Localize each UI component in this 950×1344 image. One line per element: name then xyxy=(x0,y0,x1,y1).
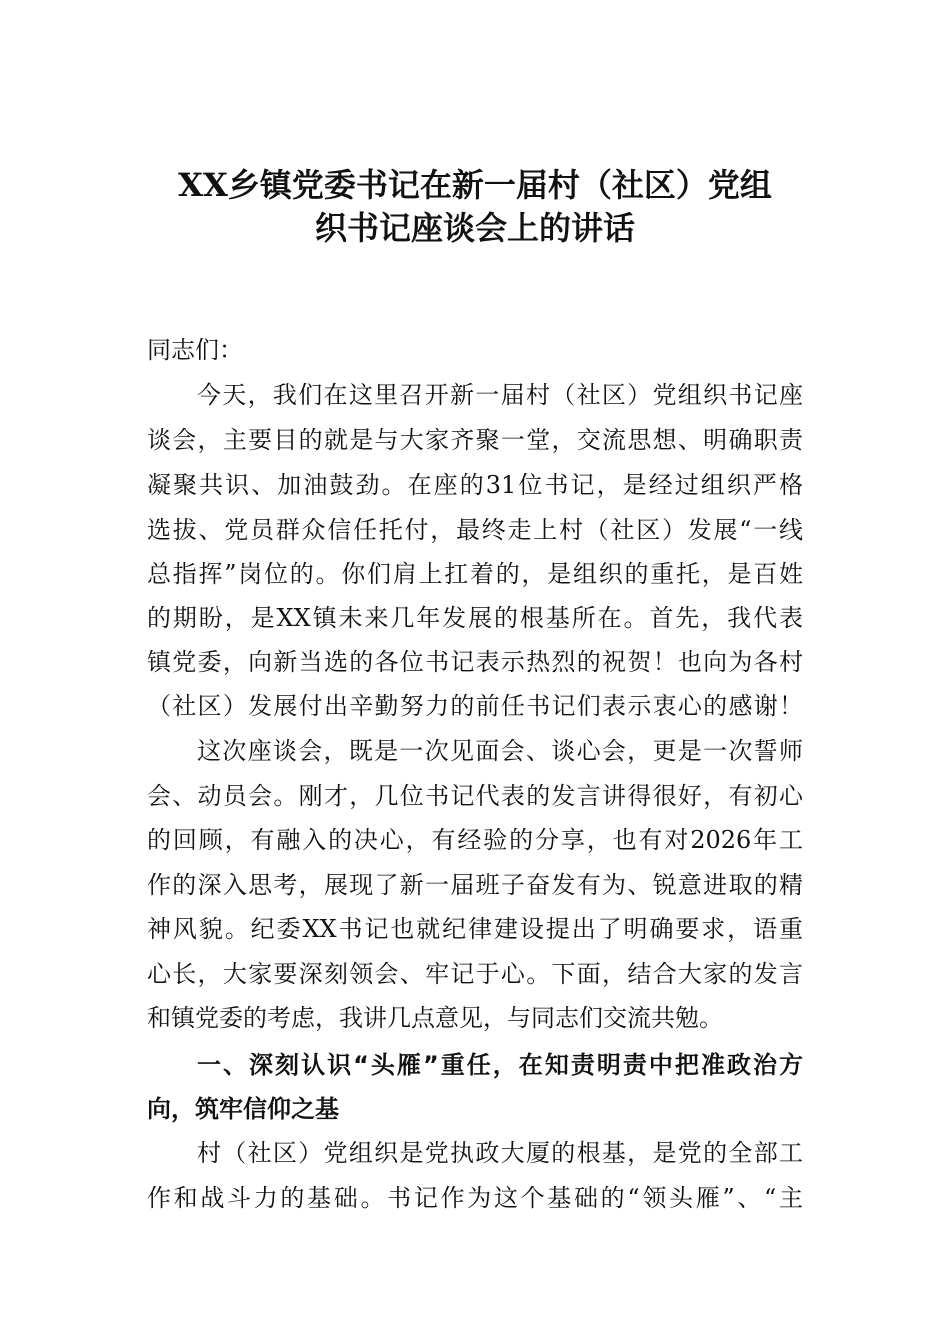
paragraph-1-line: 镇党委，向新当选的各位书记表示热烈的祝贺！也向为各村 xyxy=(147,648,803,676)
paragraph-2-line: 的回顾，有融入的决心，有经验的分享，也有对2026年工 xyxy=(147,826,803,854)
document-title-line-2: 织书记座谈会上的讲话 xyxy=(314,209,635,247)
paragraph-1-line: 谈会，主要目的就是与大家齐聚一堂，交流思想、明确职责 xyxy=(147,426,803,454)
paragraph-2-line: 作的深入思考，展现了新一届班子奋发有为、锐意进取的精 xyxy=(147,871,803,899)
paragraph-1-line: 凝聚共识、加油鼓劲。在座的31位书记，是经过组织严格 xyxy=(147,471,803,499)
paragraph-2-line: 神风貌。纪委XX书记也就纪律建设提出了明确要求，语重 xyxy=(147,915,803,943)
paragraph-3-line: 作和战斗力的基础。书记作为这个基础的“领头雁”、“主 xyxy=(147,1184,803,1212)
paragraph-2-line: 心长，大家要深刻领会、牢记于心。下面，结合大家的发言 xyxy=(147,960,803,988)
document-title-line-1: XX乡镇党委书记在新一届村（社区）党组 xyxy=(178,166,772,204)
paragraph-1-line: 总指挥”岗位的。你们肩上扛着的，是组织的重托，是百姓 xyxy=(147,560,803,588)
paragraph-1-line: 的期盼，是XX镇未来几年发展的根基所在。首先，我代表 xyxy=(147,604,803,632)
salutation: 同志们： xyxy=(147,336,243,364)
paragraph-2-line: 会、动员会。刚才，几位书记代表的发言讲得很好，有初心 xyxy=(147,782,803,810)
paragraph-2-line: 和镇党委的考虑，我讲几点意见，与同志们交流共勉。 xyxy=(147,1004,723,1032)
paragraph-1-line: 今天，我们在这里召开新一届村（社区）党组织书记座 xyxy=(197,381,803,409)
section-heading-1-line: 一、深刻认识“头雁”重任，在知责明责中把准政治方 xyxy=(197,1051,803,1079)
section-heading-1-line: 向，筑牢信仰之基 xyxy=(147,1095,339,1123)
paragraph-2-line: 这次座谈会，既是一次见面会、谈心会，更是一次誓师 xyxy=(197,737,803,765)
paragraph-1-line: 选拔、党员群众信任托付，最终走上村（社区）发展“一线 xyxy=(147,516,803,544)
paragraph-3-line: 村（社区）党组织是党执政大厦的根基，是党的全部工 xyxy=(197,1139,803,1167)
paragraph-1-line: （社区）发展付出辛勤努力的前任书记们表示衷心的感谢！ xyxy=(147,692,803,720)
